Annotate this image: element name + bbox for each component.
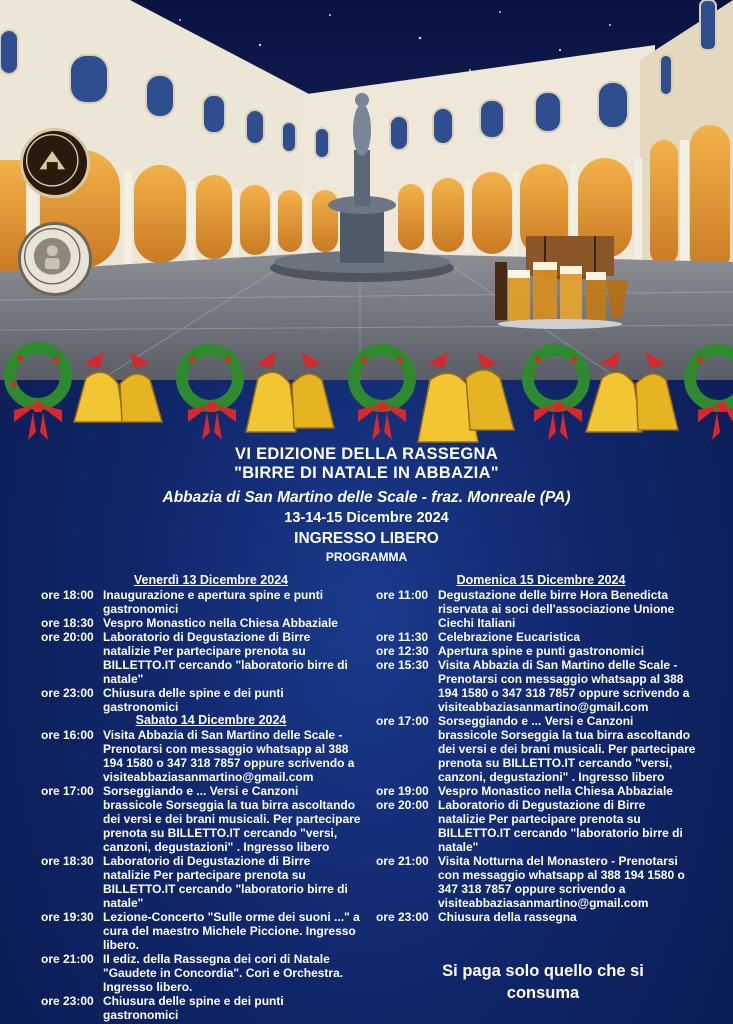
schedule-description: Chiusura della rassegna xyxy=(438,910,577,924)
schedule-time: ore 11:00 xyxy=(376,588,429,602)
schedule-time: ore 11:30 xyxy=(376,630,429,644)
schedule-time: ore 23:00 xyxy=(41,994,94,1008)
schedule-item xyxy=(41,952,361,994)
day-title: Sabato 14 Dicembre 2024 xyxy=(135,713,287,727)
schedule-time: ore 20:00 xyxy=(41,630,94,644)
schedule-item xyxy=(41,854,361,910)
schedule-description: Visita Abbazia di San Martino delle Scale - Prenotarsi con messaggio whatsapp al 388 194 1580 o 347 318 7857 oppure scrivendo a visiteabbaziasanmartino@gmail.com xyxy=(438,658,690,714)
day-title: Venerdì 13 Dicembre 2024 xyxy=(133,573,289,587)
schedule-time: ore 19:30 xyxy=(41,910,94,924)
schedule-item xyxy=(376,854,696,910)
event-dates: 13-14-15 Dicembre 2024 xyxy=(284,510,449,526)
bell-icon xyxy=(586,352,678,432)
schedule-item xyxy=(41,910,361,952)
day-schedule-saturday xyxy=(41,713,361,1022)
schedule-description: Chiusura delle spine e dei punti gastronomici xyxy=(103,686,284,714)
schedule-item xyxy=(41,686,361,714)
schedule-description: Degustazione delle birre Hora Benedicta riservata ai soci dell'associazione Unione Ciechi Italiani xyxy=(438,588,675,630)
schedule-item xyxy=(376,644,696,658)
schedule-item xyxy=(376,714,696,784)
bell-icon xyxy=(418,352,514,442)
wreath-icon xyxy=(10,348,66,404)
event-location: Abbazia di San Martino delle Scale - fraz. Monreale (PA) xyxy=(162,489,571,506)
schedule-item xyxy=(41,616,361,630)
schedule-description: Sorseggiando e ... Versi e Canzoni brassicole Sorseggia la tua birra ascoltando dei versi e dei brani musicali. Per partecipare prenota su BILLETTO.IT cercando "versi, canzoni, degustazioni" . Ingresso libero xyxy=(438,714,696,784)
schedule-item xyxy=(41,630,361,686)
schedule-item xyxy=(41,784,361,854)
schedule-time: ore 21:00 xyxy=(41,952,94,966)
day-title: Domenica 15 Dicembre 2024 xyxy=(456,573,626,587)
schedule-time: ore 15:30 xyxy=(376,658,429,672)
wreath-icon xyxy=(528,350,584,406)
wreath-icon xyxy=(354,350,410,406)
schedule-item xyxy=(41,994,361,1022)
schedule-description: Celebrazione Eucaristica xyxy=(438,630,581,644)
abbazia-san-martino-logo xyxy=(18,222,92,296)
schedule-description: Laboratorio di Degustazione di Birre natalizie Per partecipare prenota su BILLETTO.IT cercando "laboratorio birre di natale" xyxy=(103,854,348,910)
bow-icon xyxy=(358,402,406,440)
schedule-item xyxy=(376,658,696,714)
schedule-description: Apertura spine e punti gastronomici xyxy=(438,644,645,658)
schedule-description: Laboratorio di Degustazione di Birre natalizie Per partecipare prenota su BILLETTO.IT cercando "laboratorio birre di natale" xyxy=(438,798,683,854)
schedule-time: ore 21:00 xyxy=(376,854,429,868)
wreath-icon xyxy=(690,350,733,406)
schedule-description: Lezione-Concerto "Sulle orme dei suoni ..." a cura del maestro Michele Piccione. Ingresso libero. xyxy=(103,910,360,952)
schedule-description: Chiusura delle spine e dei punti gastronomici xyxy=(103,994,284,1022)
associazione-hora-benedicta-logo xyxy=(20,128,90,198)
schedule-time: ore 23:00 xyxy=(376,910,429,924)
closing-note: Si paga solo quello che si consuma xyxy=(442,962,644,1002)
schedule-item xyxy=(41,728,361,784)
bell-icon xyxy=(246,352,334,432)
schedule-description: Vespro Monastico nella Chiesa Abbaziale xyxy=(103,616,338,630)
schedule-description: Visita Notturna del Monastero - Prenotarsi con messaggio whatsapp al 388 194 1580 o 347 318 7857 oppure scrivendo a visiteabbaziasanmartino@gmail.com xyxy=(438,854,685,910)
admission-label: INGRESSO LIBERO xyxy=(294,530,439,547)
schedule-item xyxy=(376,784,696,798)
bell-icon xyxy=(74,352,162,422)
schedule-time: ore 17:00 xyxy=(376,714,429,728)
bow-icon xyxy=(14,402,62,440)
schedule-description: Sorseggiando e ... Versi e Canzoni brassicole Sorseggia la tua birra ascoltando dei versi e dei brani musicali. Per partecipare prenota su BILLETTO.IT cercando "versi, canzoni, degustazioni" . Ingresso libero xyxy=(103,784,361,854)
schedule-time: ore 12:30 xyxy=(376,644,429,658)
abbey-cloister-illustration xyxy=(0,0,733,380)
schedule-item xyxy=(41,588,361,616)
schedule-time: ore 16:00 xyxy=(41,728,94,742)
schedule-time: ore 17:00 xyxy=(41,784,94,798)
schedule-time: ore 18:30 xyxy=(41,854,94,868)
schedule-item xyxy=(376,630,696,644)
schedule-time: ore 18:30 xyxy=(41,616,94,630)
schedule-item xyxy=(376,798,696,854)
schedule-time: ore 19:00 xyxy=(376,784,429,798)
schedule-description: Inaugurazione e apertura spine e punti gastronomici xyxy=(103,588,324,616)
schedule-description: Vespro Monastico nella Chiesa Abbaziale xyxy=(438,784,673,798)
program-heading: PROGRAMMA xyxy=(325,550,408,564)
day-schedule-friday xyxy=(41,573,361,714)
schedule-time: ore 20:00 xyxy=(376,798,429,812)
schedule-time: ore 23:00 xyxy=(41,686,94,700)
schedule-item xyxy=(376,910,696,924)
schedule-description: II ediz. della Rassegna dei cori di Natale "Gaudete in Concordia". Cori e Orchestra. Ingresso libero. xyxy=(103,952,344,994)
schedule-time: ore 18:00 xyxy=(41,588,94,602)
schedule-description: Laboratorio di Degustazione di Birre natalizie Per partecipare prenota su BILLETTO.IT cercando "laboratorio birre di natale" xyxy=(103,630,348,686)
wreath-icon xyxy=(182,350,238,406)
schedule-description: Visita Abbazia di San Martino delle Scale - Prenotarsi con messaggio whatsapp al 388 194 1580 o 347 318 7857 oppure scrivendo a visiteabbaziasanmartino@gmail.com xyxy=(103,728,355,784)
edition-heading: VI EDIZIONE DELLA RASSEGNA xyxy=(235,445,498,463)
day-schedule-sunday xyxy=(376,573,696,924)
schedule-item xyxy=(376,588,696,630)
event-title: "BIRRE DI NATALE IN ABBAZIA" xyxy=(234,464,499,482)
